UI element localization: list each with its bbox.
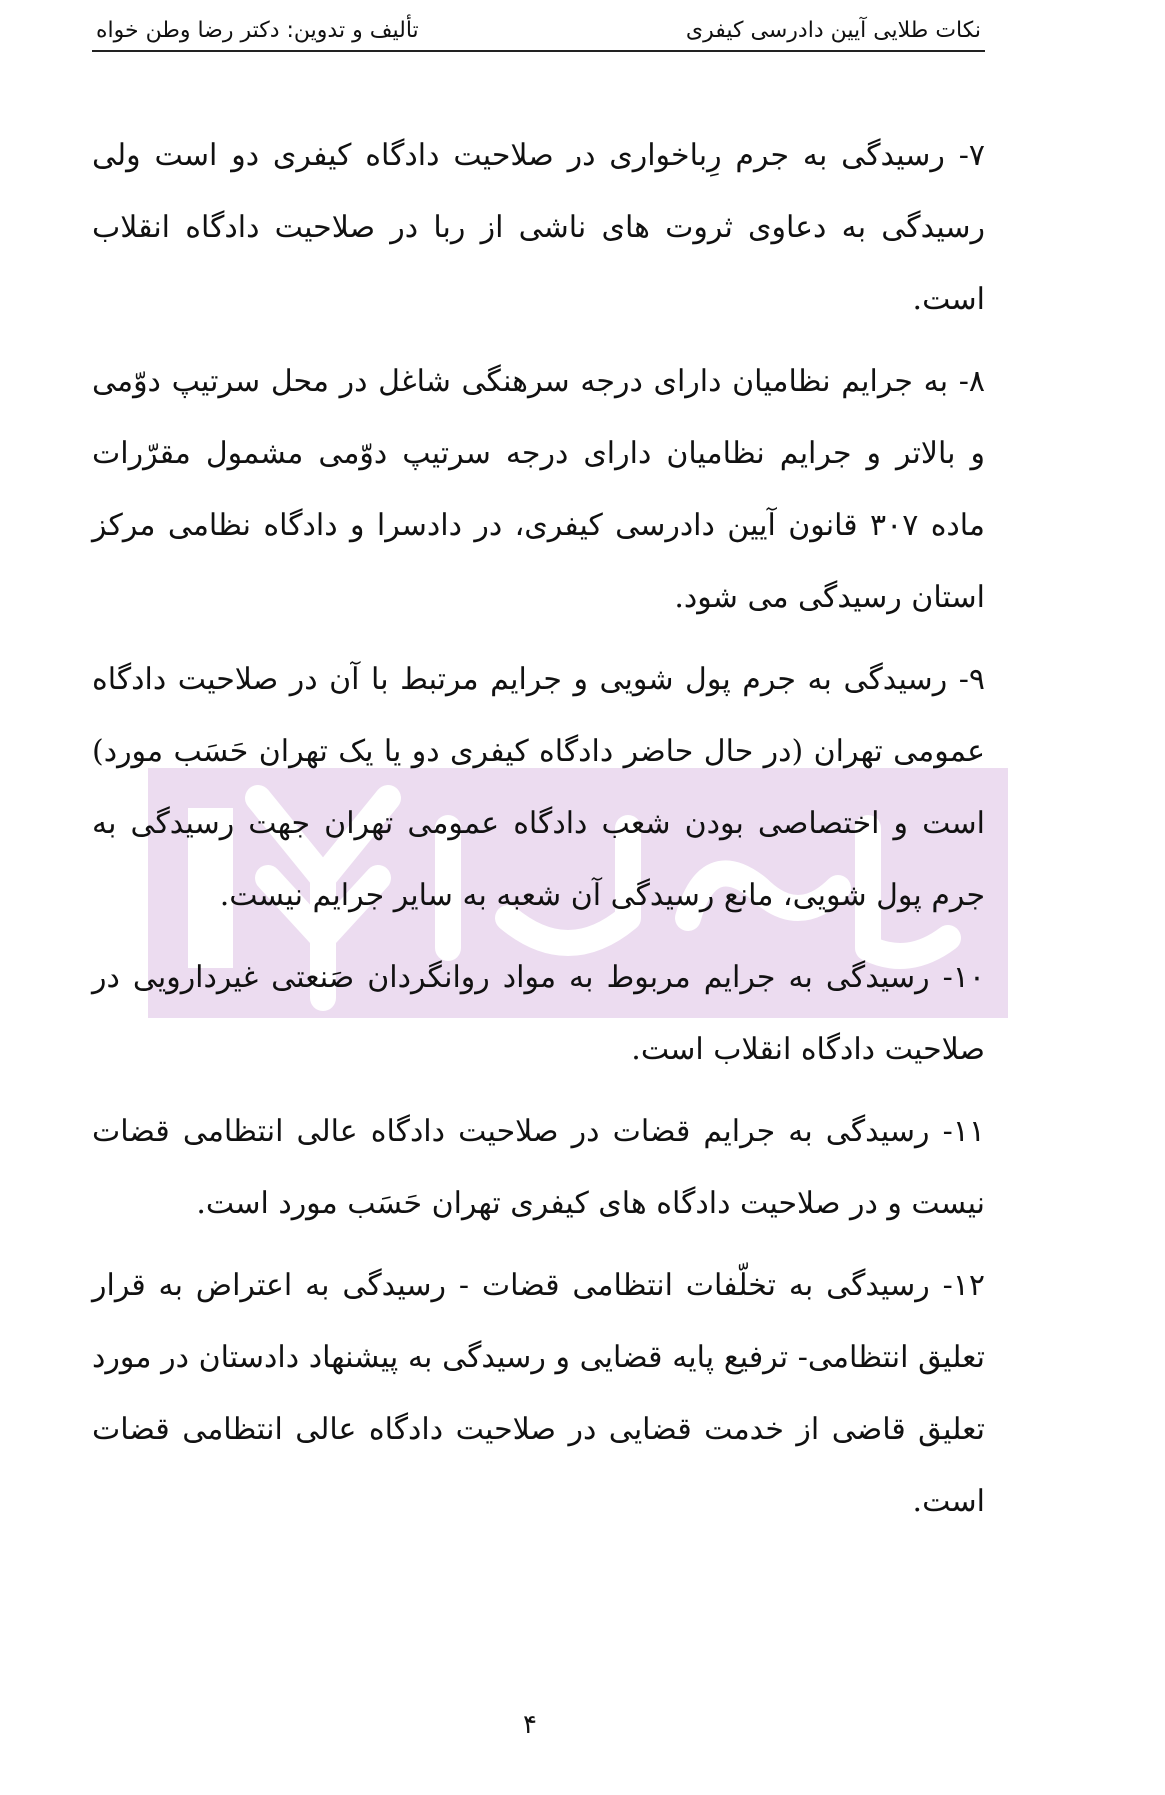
book-title: نکات طلایی آیین دادرسی کیفری xyxy=(685,18,981,43)
page-number: ۴ xyxy=(523,1710,537,1740)
paragraph-item-11: ۱۱- رسیدگی به جرایم قضات در صلاحیت دادگاه عالی انتظامی قضات نیست و در صلاحیت دادگاه های کیفری تهران حَسَب مورد است. xyxy=(92,1114,985,1221)
document-body xyxy=(92,120,985,1548)
running-header xyxy=(92,14,985,52)
paragraph-item-9: ۹- رسیدگی به جرم پول شویی و جرایم مرتبط با آن در صلاحیت دادگاه عمومی تهران (در حال حاضر دادگاه کیفری دو یا یک تهران حَسَب مورد) است و اختصاصی بودن شعب دادگاه عمومی تهران جهت رسیدگی به جرم پول شویی، مانع رسیدگی آن شعبه به سایر جرایم نیست. xyxy=(92,662,985,913)
paragraph-item-7: ۷- رسیدگی به جرم رِباخواری در صلاحیت دادگاه کیفری دو است ولی رسیدگی به دعاوی ثروت های ناشی از ربا در صلاحیت دادگاه انقلاب است. xyxy=(92,138,986,317)
paragraph-item-10: ۱۰- رسیدگی به جرایم مربوط به مواد روانگردان صَنعتی غیردارویی در صلاحیت دادگاه انقلاب است. xyxy=(92,960,985,1067)
paragraph-item-8: ۸- به جرایم نظامیان دارای درجه سرهنگی شاغل در محل سرتیپ دوّمی و بالاتر و جرایم نظامیان دارای درجه سرتیپ دوّمی مشمول مقرّرات ماده ۳۰۷ قانون آیین دادرسی کیفری، در دادسرا و دادگاه نظامی مرکز استان رسیدگی می شود. xyxy=(92,364,985,615)
book-author: تألیف و تدوین: دکتر رضا وطن خواه xyxy=(96,18,419,43)
paragraph-item-12: ۱۲- رسیدگی به تخلّفات انتظامی قضات - رسیدگی به اعتراض به قرار تعلیق انتظامی- ترفیع پایه قضایی و رسیدگی به پیشنهاد دادستان در مورد تعلیق قاضی از خدمت قضایی در صلاحیت دادگاه عالی انتظامی قضات است. xyxy=(92,1268,985,1519)
